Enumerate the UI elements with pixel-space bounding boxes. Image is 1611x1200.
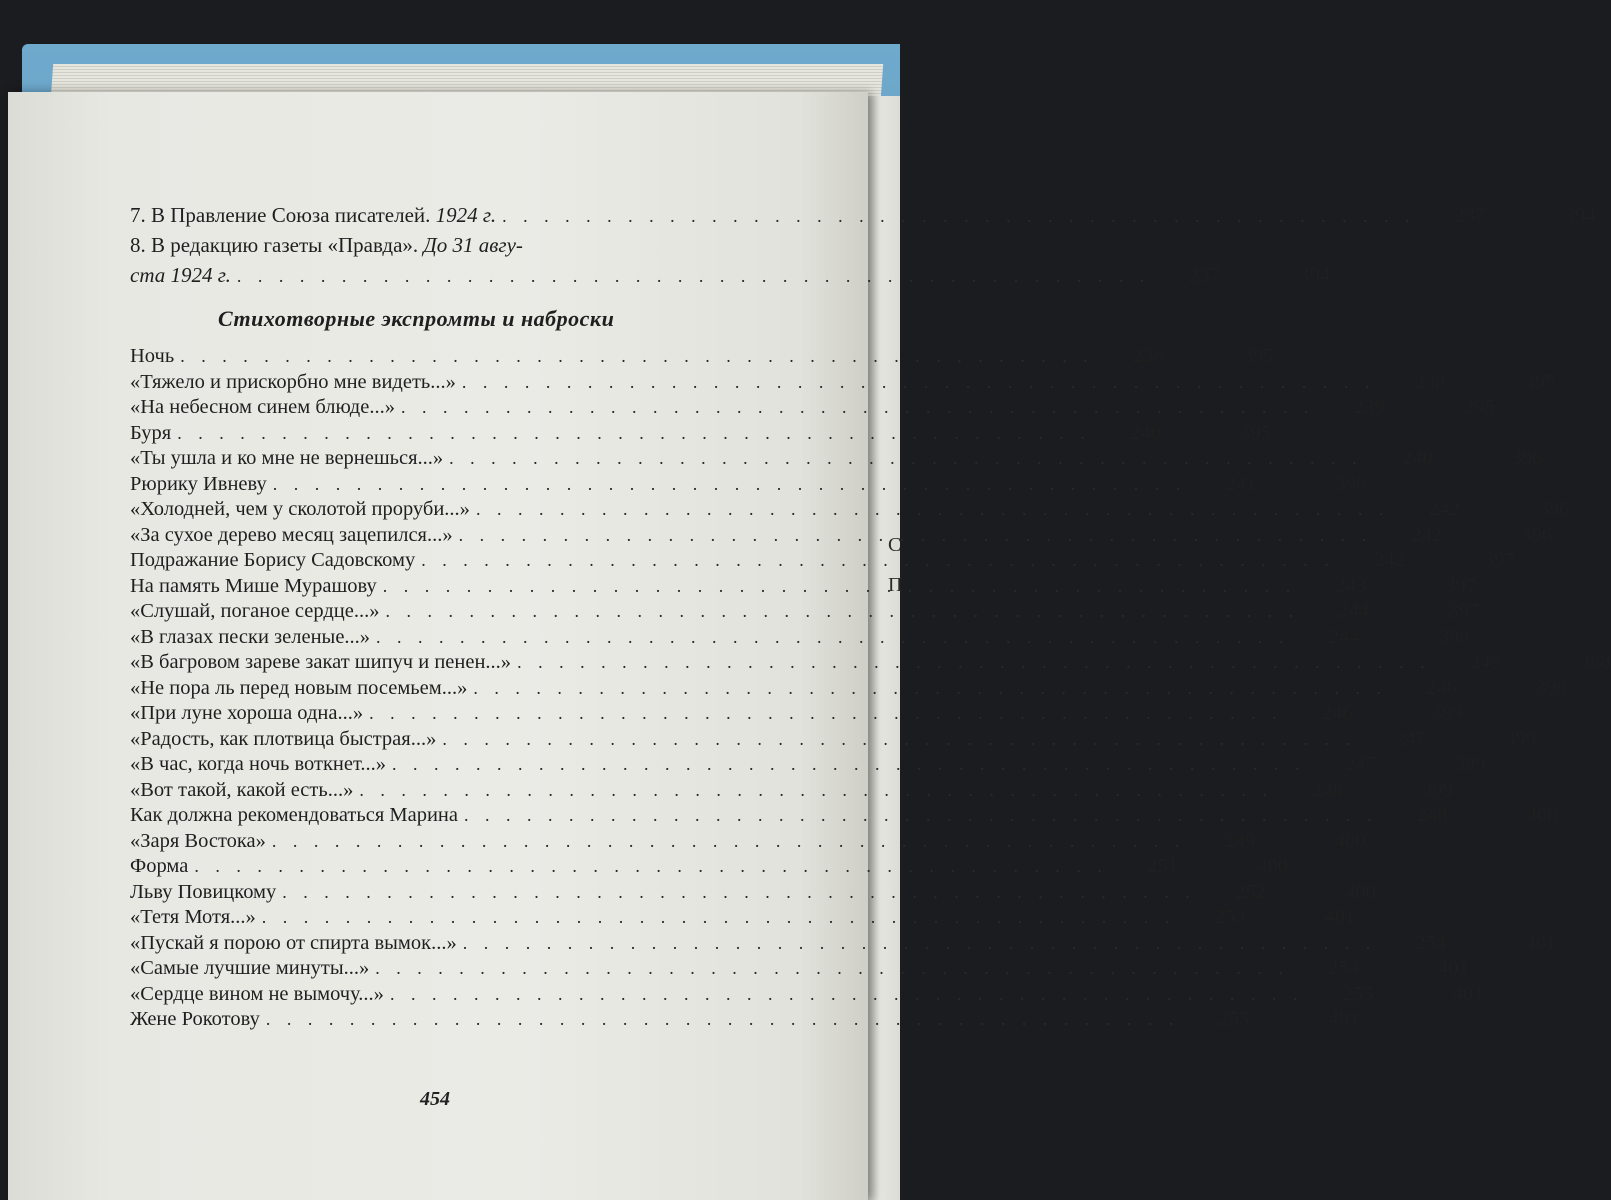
notes-page-number: 399	[1505, 727, 1536, 750]
leader-dots	[260, 1007, 1180, 1033]
toc-entry	[130, 829, 1366, 855]
leader-dots	[369, 956, 1289, 982]
notes-page-number: 394	[1298, 263, 1331, 287]
notes-page-number: 398	[1438, 625, 1470, 648]
notes-page-number: 401	[1452, 982, 1484, 1005]
notes-page-number: 396	[1511, 447, 1543, 469]
text-page-number: 242	[1373, 549, 1405, 571]
toc-entry	[130, 880, 1376, 906]
text-page-number: 252	[1235, 880, 1266, 903]
text-page-number: 243	[1335, 574, 1367, 597]
leader-dots	[363, 701, 1283, 727]
notes-page-number: 400	[1526, 804, 1558, 826]
leader-dots	[379, 599, 1299, 625]
toc-entry	[130, 200, 1596, 230]
entry-title: «Пускай я порою от спирта вымок...»	[130, 931, 457, 954]
entry-title: Жене Рокотову	[130, 1008, 260, 1030]
toc-entry	[130, 854, 1288, 880]
toc-entry	[130, 727, 1536, 753]
notes-page-number: 400	[1257, 855, 1288, 877]
notes-page-number: 399	[1422, 778, 1453, 801]
entry-title: На память Мише Мурашову	[130, 574, 377, 597]
toc-entry	[130, 230, 770, 260]
text-page-number: 254	[1328, 957, 1359, 979]
notes-page-number: 401	[1438, 957, 1469, 979]
text-page-number: 241	[1225, 472, 1257, 495]
notes-page-number: 396	[1538, 498, 1570, 520]
text-page-number: 240	[1401, 447, 1433, 469]
notes-page-number: 399	[1454, 753, 1486, 775]
entry-title: «Самые лучшие минуты...»	[130, 957, 370, 979]
notes-page-number: 396	[1521, 523, 1553, 546]
toc-entry	[130, 497, 1570, 523]
toc-entry-list	[130, 344, 1611, 1033]
entry-title: Подражание Борису Садовскому	[130, 549, 416, 571]
facing-page-fragment: П	[888, 574, 903, 596]
entry-title: «При луне хороша одна...»	[130, 702, 364, 724]
entry-title: «Вот такой, какой есть...»	[130, 778, 354, 801]
entry-title: 8. В редакцию газеты «Правда».	[130, 233, 424, 257]
table-of-contents	[130, 200, 1611, 1033]
entry-title: «В глазах пески зеленые...»	[130, 625, 371, 648]
leader-dots	[256, 905, 1176, 931]
text-page-number: 253	[1214, 906, 1246, 928]
leader-dots	[467, 676, 1387, 702]
leader-dots	[457, 931, 1377, 957]
toc-entry	[130, 370, 1556, 396]
text-page-number: 237	[1188, 263, 1221, 287]
toc-entry	[130, 982, 1484, 1008]
leader-dots	[174, 344, 1094, 370]
text-page-number: 255	[1218, 1008, 1250, 1030]
notes-page-number: 395	[1239, 421, 1271, 444]
notes-page-number: 396	[1335, 472, 1367, 495]
toc-entry	[130, 599, 1479, 625]
notes-page-number: 397	[1445, 574, 1477, 597]
toc-entry	[130, 395, 1495, 421]
entry-title: «Сердце вином не вымочу...»	[130, 982, 384, 1005]
entry-title: ста	[130, 263, 171, 287]
leader-dots	[456, 370, 1376, 396]
entry-title: Форма	[130, 855, 189, 877]
leader-dots	[276, 880, 1196, 906]
toc-entry	[130, 1007, 1360, 1033]
entry-date: 1924 г.	[170, 263, 231, 287]
entry-title: Ночь	[130, 345, 175, 367]
section-title: Стихотворные экспромты и наброски	[218, 306, 615, 331]
text-page-number: 239	[1353, 396, 1385, 418]
leader-dots	[171, 421, 1091, 447]
entry-title: «Слушай, поганое сердце...»	[130, 600, 380, 622]
leader-dots	[384, 982, 1304, 1008]
notes-page-number: 400	[1345, 880, 1376, 903]
toc-entry	[130, 574, 1477, 600]
text-page-number: 244	[1338, 600, 1369, 622]
text-page-number: 237	[1454, 203, 1486, 227]
entry-date: 1924 г.	[435, 203, 497, 227]
toc-entry	[130, 421, 1271, 447]
page-number: 454	[420, 1088, 450, 1110]
text-page-number: 246	[1321, 702, 1353, 724]
text-page-number: 251	[1147, 855, 1178, 877]
text-page-number: 242	[1428, 498, 1460, 520]
notes-page-number: 397	[1448, 600, 1479, 622]
notes-page-number: 399	[1536, 676, 1567, 699]
entry-title: Буря	[130, 421, 172, 444]
notes-page-number: 398	[1579, 651, 1611, 673]
leader-dots	[231, 261, 1151, 291]
leader-dots	[377, 574, 1297, 600]
entry-title: Льву Повицкому	[130, 880, 277, 903]
toc-entry	[130, 260, 1331, 290]
leader-dots	[436, 727, 1356, 753]
notes-page-number: 401	[1324, 906, 1356, 928]
text-page-number: 242	[1411, 523, 1443, 546]
toc-entry	[130, 523, 1553, 549]
text-page-number: 248	[1312, 778, 1343, 801]
toc-entry	[130, 676, 1567, 702]
leader-dots	[395, 395, 1315, 421]
facing-page-fragment: С	[888, 534, 902, 556]
text-page-number: 240	[1129, 421, 1161, 444]
toc-entry	[130, 701, 1463, 727]
leader-dots	[470, 497, 1390, 523]
toc-entry	[130, 344, 1274, 370]
toc-top-entries	[130, 200, 1596, 290]
leader-dots	[266, 829, 1186, 855]
entry-title: Рюрику Ивневу	[130, 472, 267, 495]
leader-dots	[458, 803, 1378, 829]
toc-entry	[130, 446, 1543, 472]
notes-page-number: 400	[1334, 829, 1366, 852]
toc-entry	[130, 472, 1367, 498]
text-page-number: 247	[1344, 753, 1376, 775]
notes-page-number: 395	[1463, 396, 1495, 418]
entry-title: Как должна рекомендоваться Марина	[130, 804, 458, 826]
toc-entry	[130, 778, 1453, 804]
text-page-number: 248	[1416, 804, 1448, 826]
leader-dots	[267, 472, 1187, 498]
text-page-number: 238	[1414, 370, 1446, 393]
entry-title: «Холодней, чем у сколотой проруби...»	[130, 498, 470, 520]
text-page-number: 255	[1342, 982, 1374, 1005]
entry-title: «В час, когда ночь воткнет...»	[130, 753, 387, 775]
notes-page-number: 401	[1525, 931, 1557, 954]
toc-entry	[130, 625, 1470, 651]
entry-title: «За сухое дерево месяц зацепился...»	[130, 523, 453, 546]
leader-dots	[443, 446, 1363, 472]
text-page-number: 245	[1469, 651, 1501, 673]
leader-dots	[496, 201, 1416, 231]
entry-title: «Заря Востока»	[130, 829, 266, 852]
entry-date: До 31 авгу-	[423, 233, 523, 257]
leader-dots	[511, 650, 1431, 676]
toc-entry	[130, 803, 1558, 829]
text-page-number: 238	[1132, 345, 1164, 367]
leader-dots	[370, 625, 1290, 651]
text-page-number: 254	[1415, 931, 1447, 954]
text-page-number: 246	[1426, 676, 1457, 699]
entry-title: «Не пора ль перед новым посемьем...»	[130, 676, 468, 699]
entry-title: «Ты ушла и ко мне не вернешься...»	[130, 447, 444, 469]
toc-entry	[130, 931, 1557, 957]
toc-entry	[130, 905, 1356, 931]
text-page-number: 249	[1224, 829, 1256, 852]
toc-entry	[130, 650, 1611, 676]
toc-entry	[130, 956, 1469, 982]
text-page-number: 247	[1395, 727, 1426, 750]
entry-title: «Тяжело и прискорбно мне видеть...»	[130, 370, 456, 393]
notes-page-number: 399	[1431, 702, 1463, 724]
notes-page-number: 395	[1242, 345, 1274, 367]
toc-entry	[130, 752, 1486, 778]
notes-page-number: 397	[1483, 549, 1515, 571]
leader-dots	[353, 778, 1273, 804]
text-page-number: 244	[1328, 625, 1360, 648]
notes-page-number: 395	[1524, 370, 1556, 393]
entry-title: «В багровом зареве закат шипуч и пенен...»	[130, 651, 512, 673]
notes-page-number: 394	[1564, 203, 1596, 227]
leader-dots	[188, 854, 1108, 880]
entry-title: «На небесном синем блюде...»	[130, 396, 395, 418]
notes-page-number: 401	[1328, 1008, 1360, 1030]
leader-dots	[386, 752, 1306, 778]
leader-dots	[415, 548, 1335, 574]
entry-title: «Тетя Мотя...»	[130, 906, 256, 928]
entry-title: «Радость, как плотвица быстрая...»	[130, 727, 437, 750]
leader-dots	[453, 523, 1373, 549]
entry-title: 7. В Правление Союза писателей.	[130, 203, 436, 227]
toc-entry	[130, 548, 1515, 574]
